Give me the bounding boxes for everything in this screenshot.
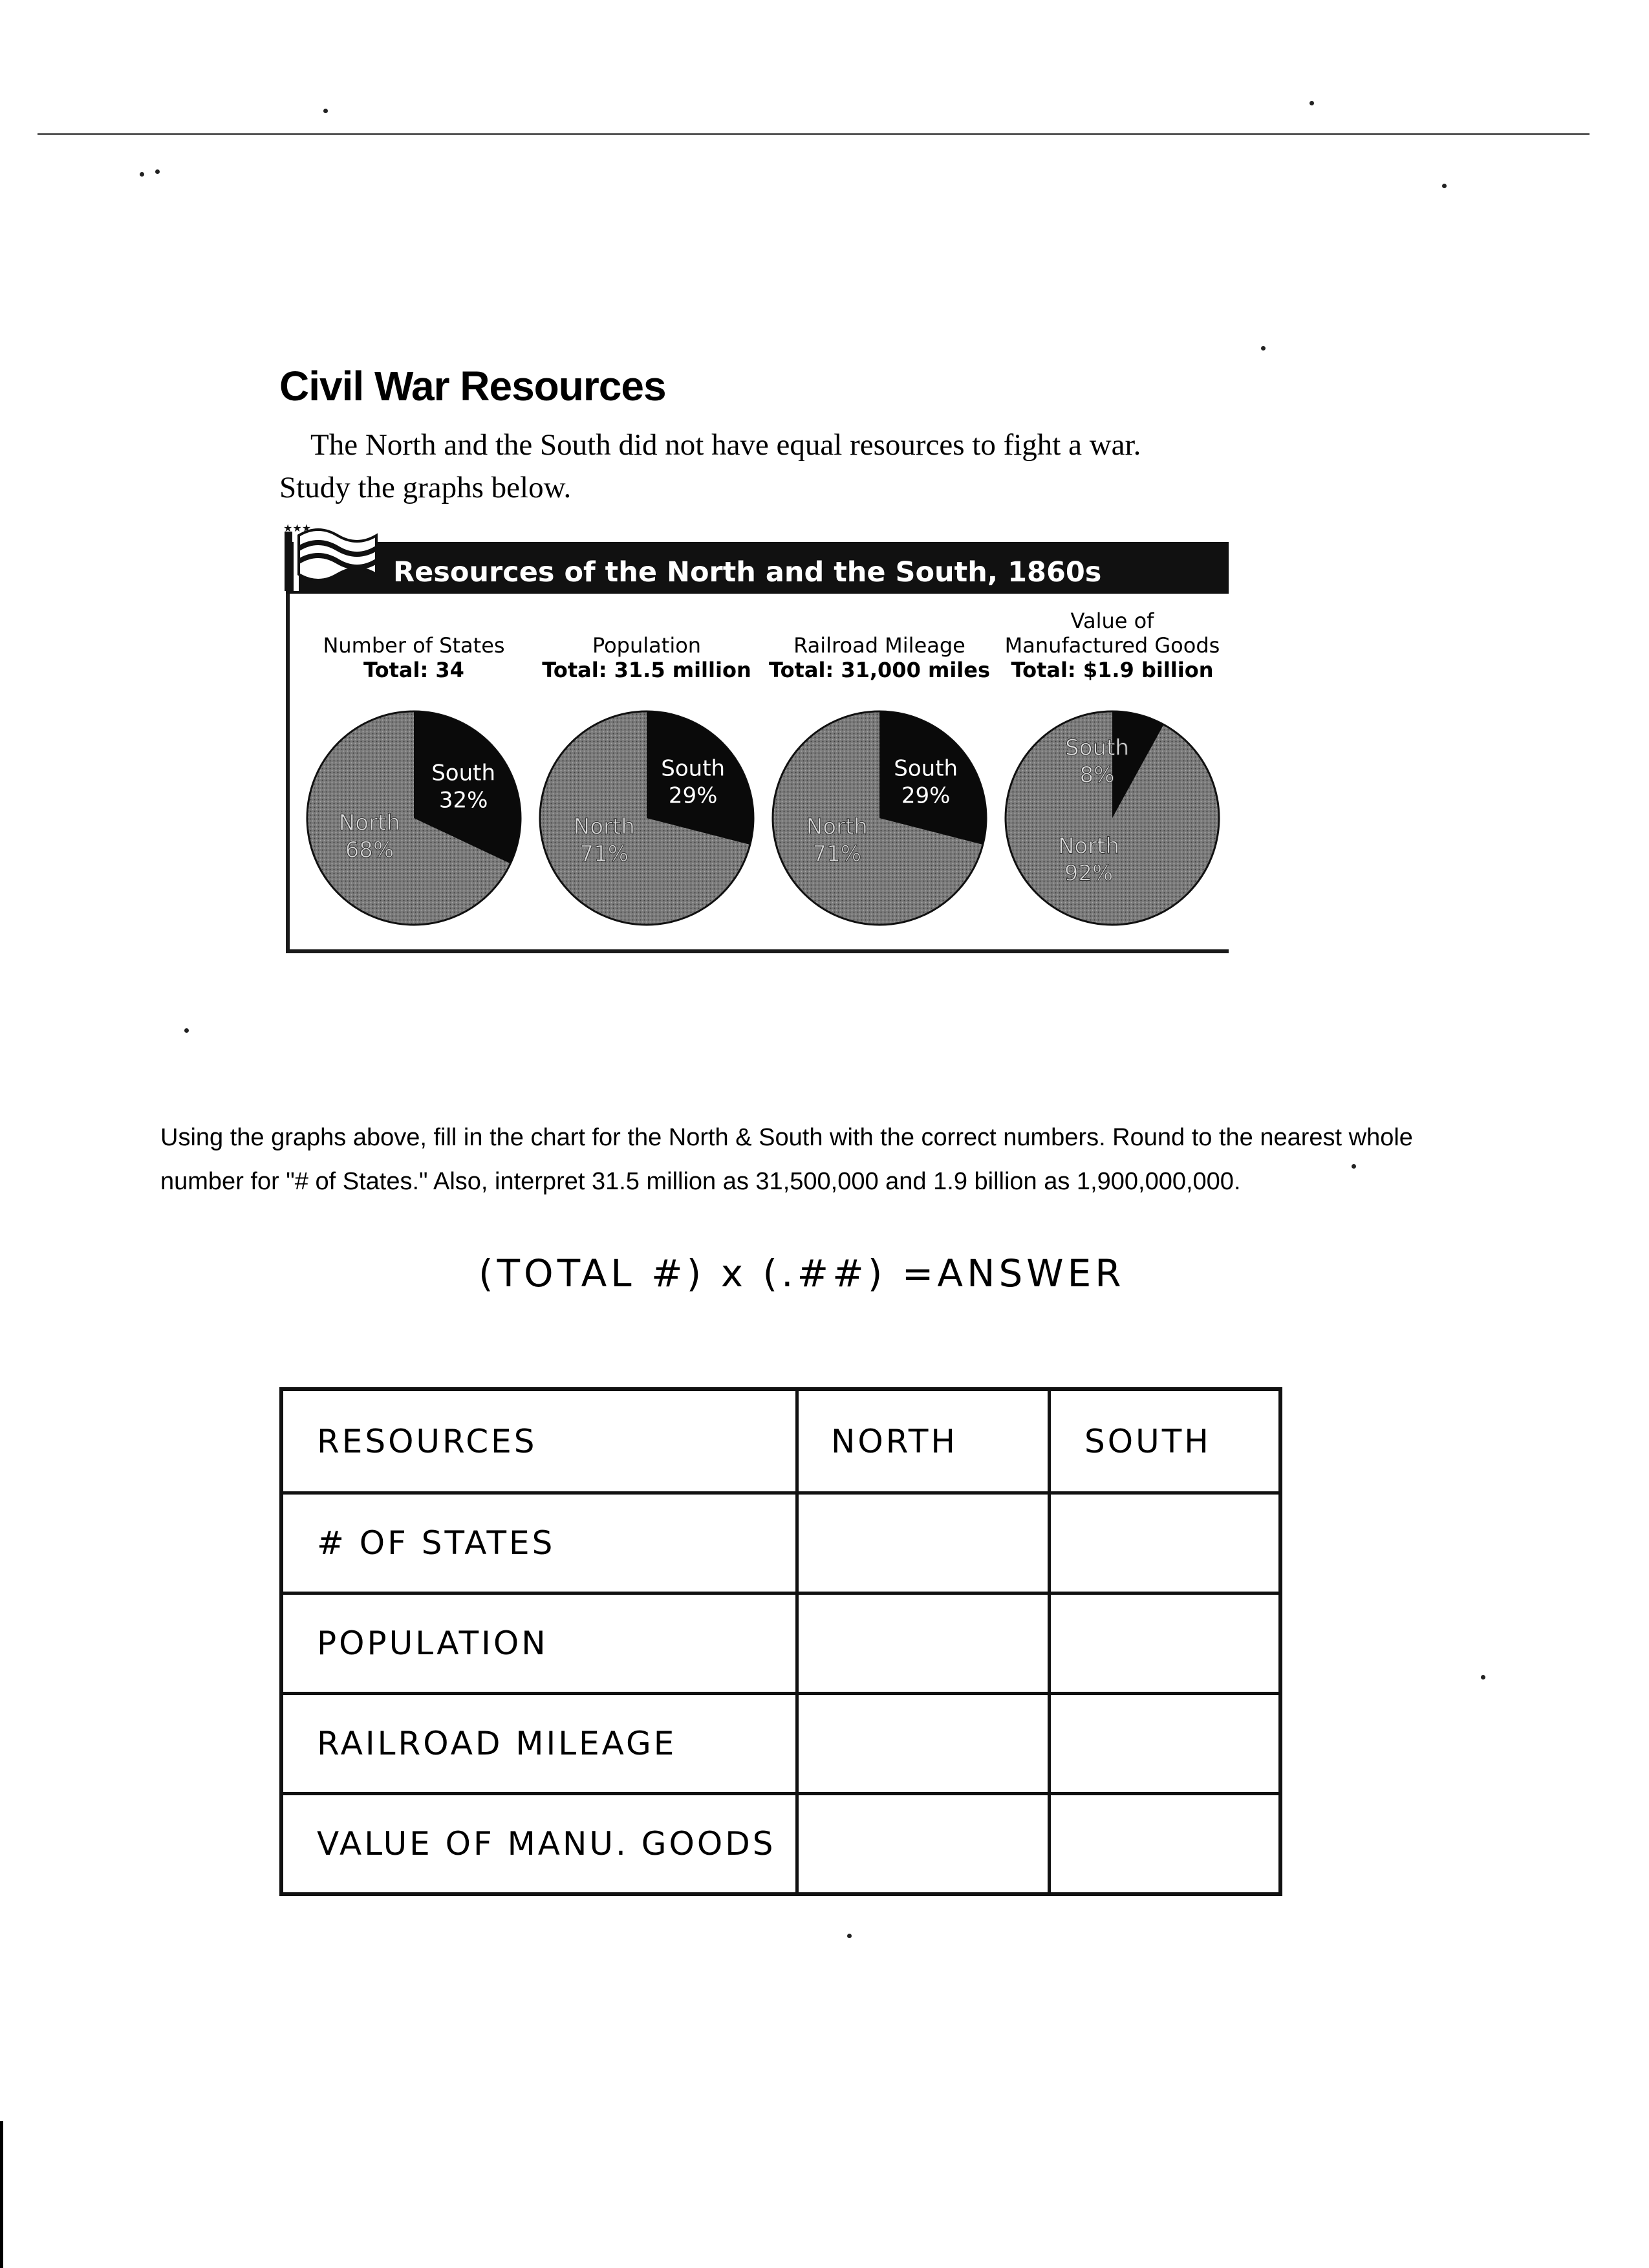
pie-label-south: South [1065, 735, 1129, 761]
pie-value-south: 8% [1079, 762, 1115, 788]
south-answer-cell[interactable] [1050, 1493, 1281, 1593]
formula: (TOTAL #) x (.##) =ANSWER [479, 1251, 1125, 1295]
pie-label-north: North [1058, 833, 1120, 859]
scan-edge [0, 2121, 3, 2268]
pie-header [763, 633, 996, 682]
header-resources: RESOURCES [281, 1389, 797, 1493]
south-answer-cell[interactable] [1050, 1694, 1281, 1794]
pie-value-south: 32% [438, 787, 488, 814]
pie-title: Railroad Mileage [793, 633, 965, 658]
pie-total: Total: 31.5 million [542, 658, 751, 682]
scan-speck [1310, 101, 1314, 105]
pie-value-south: 29% [668, 783, 718, 809]
north-answer-cell[interactable] [797, 1493, 1050, 1593]
pie-value-north: 92% [1064, 860, 1114, 887]
row-label: VALUE OF MANU. GOODS [281, 1794, 797, 1895]
pie-label-north: North [338, 810, 400, 836]
pie-title: Number of States [323, 633, 505, 658]
intro-text [279, 424, 1295, 509]
row-label: # OF STATES [281, 1493, 797, 1593]
pie-title: Population [592, 633, 702, 658]
pie-value-north: 68% [345, 837, 394, 863]
pie-charts [294, 702, 1225, 947]
intro-line-2: Study the graphs below. [279, 471, 572, 504]
scan-speck [323, 109, 328, 113]
top-rule [38, 133, 1590, 135]
pie-title: Manufactured Goods [1004, 633, 1220, 658]
instructions: Using the graphs above, fill in the chart for the North & South with the correct numbers. Round to the nearest whole number for "# of States." Also, interpret 31.5 million as 31,500,000 and 1.9 billion as 1,900,000,000. [160, 1124, 1413, 1195]
flag-icon [279, 523, 389, 594]
south-answer-cell[interactable] [1050, 1593, 1281, 1694]
pie-total: Total: 31,000 miles [768, 658, 990, 682]
table-header-row [281, 1389, 1280, 1493]
header-south: SOUTH [1050, 1389, 1281, 1493]
pie-header [530, 633, 763, 682]
table-row [281, 1794, 1280, 1895]
chart-title: Resources of the North and the South, 1860s [393, 556, 1102, 589]
scan-speck [1442, 184, 1447, 188]
pie-title-line1: Value of [1070, 609, 1154, 633]
table-row [281, 1694, 1280, 1794]
scan-speck [1261, 346, 1266, 351]
table-row [281, 1593, 1280, 1694]
pie-label-north: North [806, 814, 868, 840]
table-row [281, 1493, 1280, 1593]
pie-header [996, 609, 1229, 682]
pie-value-north: 71% [812, 841, 862, 867]
scan-speck [155, 169, 160, 174]
pie-value-north: 71% [579, 841, 629, 867]
pie-total: Total: 34 [363, 658, 464, 682]
north-answer-cell[interactable] [797, 1593, 1050, 1694]
scan-speck [184, 1028, 189, 1033]
pie-label-south: South [894, 755, 958, 782]
svg-text:★★★: ★★★ [283, 523, 312, 534]
scan-speck [1481, 1675, 1485, 1679]
intro-line-1: The North and the South did not have equal resources to fight a war. [310, 428, 1141, 462]
scan-speck [140, 172, 144, 177]
row-label: POPULATION [281, 1593, 797, 1694]
pie-label-south: South [661, 755, 726, 782]
pie-value-south: 29% [901, 783, 951, 809]
pie-label-north: North [573, 814, 635, 840]
page-title: Civil War Resources [279, 363, 666, 409]
north-answer-cell[interactable] [797, 1694, 1050, 1794]
north-answer-cell[interactable] [797, 1794, 1050, 1895]
answer-table [279, 1387, 1282, 1896]
pie-total: Total: $1.9 billion [1011, 658, 1214, 682]
pie-header [297, 633, 530, 682]
south-answer-cell[interactable] [1050, 1794, 1281, 1895]
scan-speck [847, 1934, 852, 1938]
row-label: RAILROAD MILEAGE [281, 1694, 797, 1794]
pie-label-south: South [431, 760, 496, 786]
header-north: NORTH [797, 1389, 1050, 1493]
